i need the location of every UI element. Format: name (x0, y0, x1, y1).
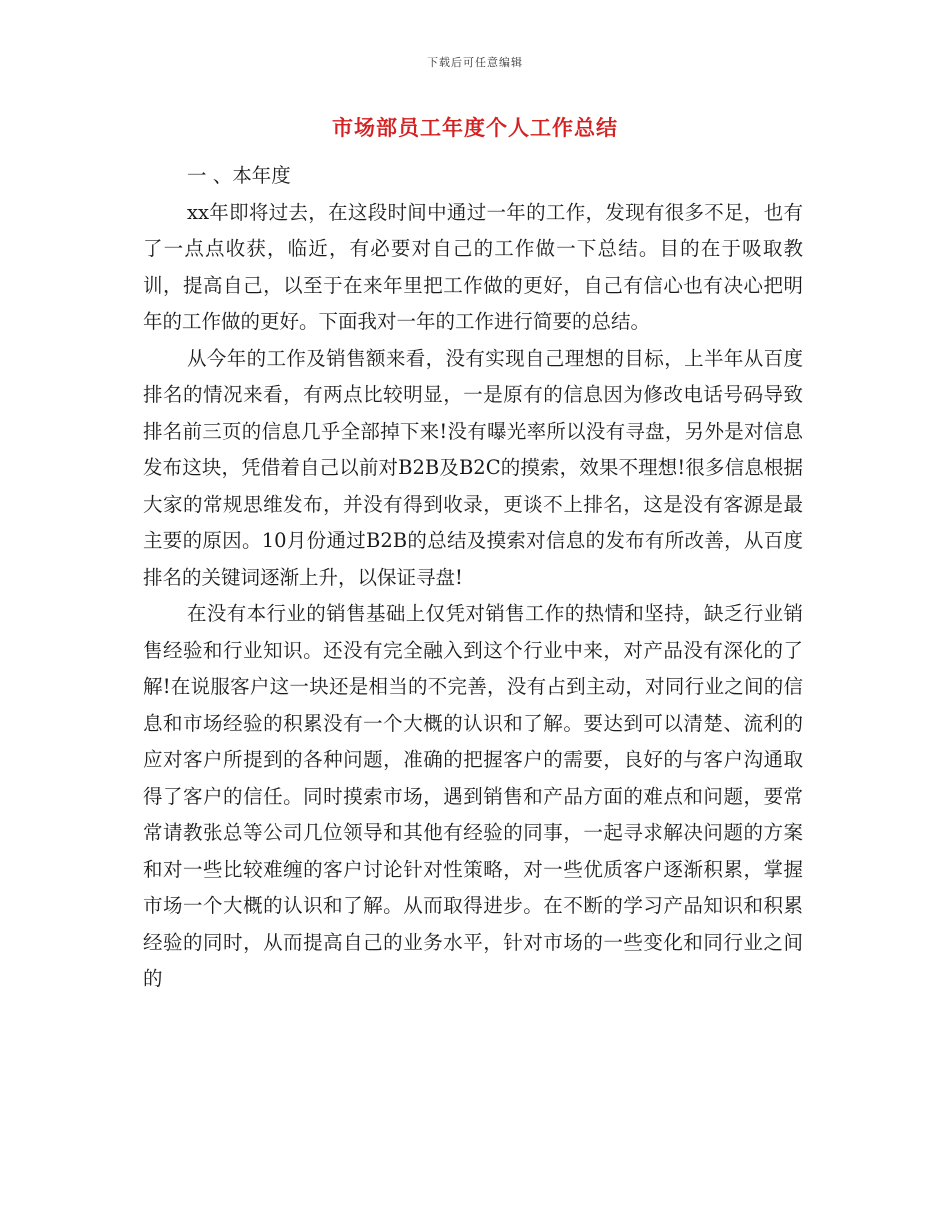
paragraph-2: 从今年的工作及销售额来看，没有实现自己理想的目标，上半年从百度排名的情况来看，有两点比较明显，一是原有的信息因为修改电话号码导致排名前三页的信息几乎全部掉下来!没有曝光率所以没有寻盘，另外是对信息发布这块，凭借着自己以前对B2B及B2C的摸索，效果不理想!很多信息根据大家的常规思维发布，并没有得到收录，更谈不上排名，这是没有客源是最主要的原因。10月份通过B2B的总结及摸索对信息的发布有所改善，从百度排名的关键词逐渐上升，以保证寻盘! (143, 346, 803, 589)
paragraph-1: xx年即将过去，在这段时间中通过一年的工作，发现有很多不足，也有了一点点收获，临近，有必要对自己的工作做一下总结。目的在于吸取教训，提高自己，以至于在来年里把工作做的更好，自己有信心也有决心把明年的工作做的更好。下面我对一年的工作进行简要的总结。 (143, 200, 803, 333)
document-body (143, 158, 803, 998)
header-note: 下载后可任意编辑 (427, 56, 523, 69)
section-heading: 一 、本年度 (187, 164, 291, 187)
document-title: 市场部员工年度个人工作总结 (332, 115, 618, 140)
paragraph-3: 在没有本行业的销售基础上仅凭对销售工作的热情和坚持，缺乏行业销售经验和行业知识。还没有完全融入到这个行业中来，对产品没有深化的了解!在说服客户这一块还是相当的不完善，没有占到主动，对同行业之间的信息和市场经验的积累没有一个大概的认识和了解。要达到可以清楚、流利的应对客户所提到的各种问题，准确的把握客户的需要，良好的与客户沟通取得了客户的信任。同时摸索市场，遇到销售和产品方面的难点和问题，要常常请教张总等公司几位领导和其他有经验的同事，一起寻求解决问题的方案和对一些比较难缠的客户讨论针对性策略，对一些优质客户逐渐积累，掌握市场一个大概的认识和了解。从而取得进步。在不断的学习产品知识和积累经验的同时，从而提高自己的业务水平，针对市场的一些变化和同行业之间的 (143, 602, 803, 990)
